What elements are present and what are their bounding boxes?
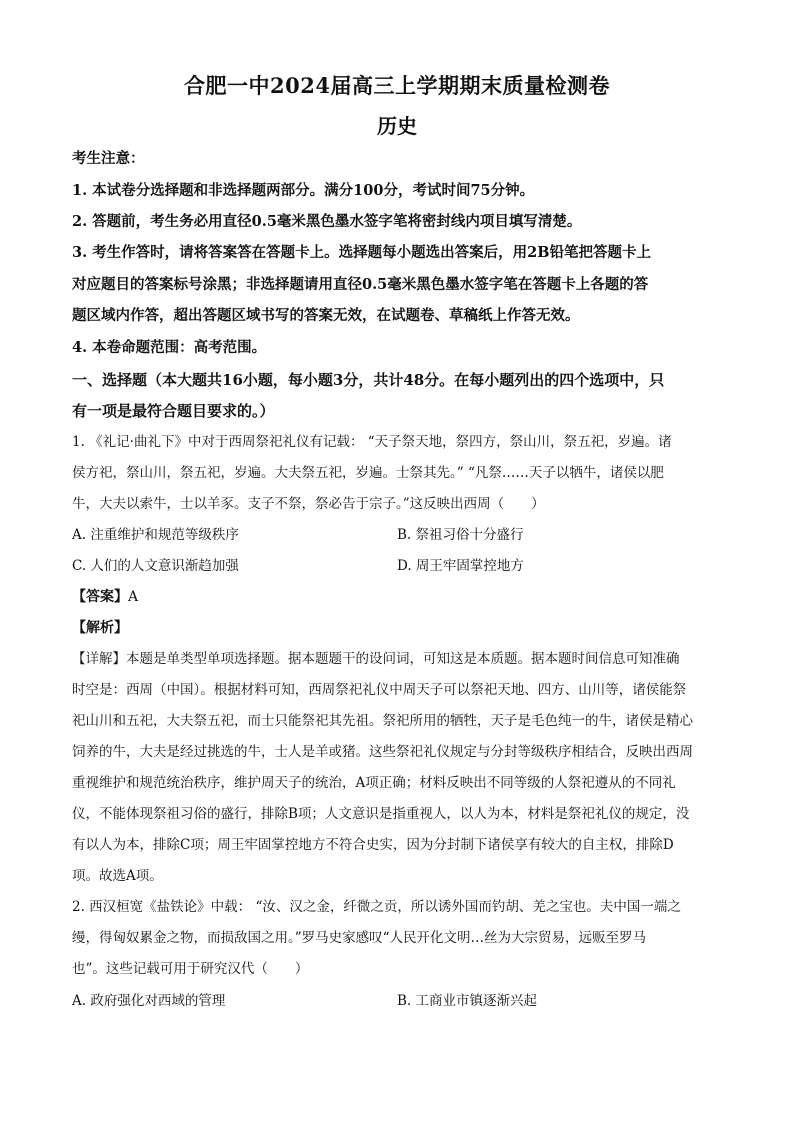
question-2-text: 也”。这些记载可用于研究汉代（ ） — [72, 961, 309, 977]
notice-line: 题区域内作答，超出答题区域书写的答案无效，在试题卷、草稿纸上作答无效。 — [72, 307, 580, 324]
analysis-text: 时空是：西周（中国）。根据材料可知，西周祭祀礼仪中周天子可以祭祀天地、四方、山川等，诸侯能祭 — [72, 682, 687, 698]
notice-line: 1. 本试卷分选择题和非选择题两部分。满分100分，考试时间75分钟。 — [72, 182, 535, 199]
analysis-text: 【详解】本题是单类型单项选择题。据本题题干的设问词，可知这是本质题。据本题时间信息可知准确 — [72, 651, 680, 667]
answer-line — [72, 588, 138, 606]
option-b: B. 工商业市镇逐渐兴起 — [397, 993, 538, 1009]
question-1-text: 1. 《礼记·曲礼下》中对于西周祭祀礼仪有记载： “天子祭天地，祭四方，祭山川，祭五祀，岁遍。诸 — [72, 434, 672, 450]
notice-heading: 考生注意： — [72, 150, 145, 167]
analysis-text: 项。故选A项。 — [72, 868, 163, 884]
question-1-text: 牛，大夫以索牛，士以羊豕。支子不祭，祭必告于宗子。”这反映出西周（ ） — [72, 496, 545, 512]
answer-value: A — [128, 589, 139, 605]
question-2-text: 缦，得匈奴累金之物，而损敌国之用。”罗马史家感叹“人民开化文明…丝为大宗贸易，远贩至罗马 — [72, 930, 647, 946]
analysis-text: 祀山川和五祀，大夫祭五祀，而士只能祭祀其先祖。祭祀所用的牺牲，天子是毛色纯一的牛，诸侯是精心 — [72, 713, 693, 729]
answer-tag: 【答案】 — [72, 589, 128, 605]
question-1-text: 侯方祀，祭山川，祭五祀，岁遍。大夫祭五祀，岁遍。士祭其先。” “凡祭……天子以牺牛，诸侯以肥 — [72, 465, 664, 481]
notice-line: 对应题目的答案标号涂黑；非选择题请用直径0.5毫米黑色墨水签字笔在答题卡上各题的答 — [72, 276, 649, 293]
option-b: B. 祭祖习俗十分盛行 — [397, 527, 524, 543]
analysis-text: 饲养的牛，大夫是经过挑选的牛，士人是羊或猪。这些祭祀礼仪规定与分封等级秩序相结合，反映出西周 — [72, 744, 693, 760]
section-heading: 有一项是最符合题目要求的。） — [72, 402, 275, 420]
notice-line: 2. 答题前，考生务必用直径0.5毫米黑色墨水签字笔将密封线内项目填写清楚。 — [72, 213, 582, 230]
notice-line: 3. 考生作答时，请将答案答在答题卡上。选择题每小题选出答案后，用2B铅笔把答题卡上 — [72, 244, 652, 261]
option-a: A. 注重维护和规范等级秩序 — [72, 527, 239, 543]
notice-line: 4. 本卷命题范围：高考范围。 — [72, 339, 267, 356]
subject-title: 历史 — [377, 114, 417, 138]
exam-title: 合肥一中2024届高三上学期期末质量检测卷 — [184, 73, 610, 98]
question-2-text: 2. 西汉桓宽《盐铁论》中载： “汝、汉之金，纤微之贡，所以诱外国而钓胡、羌之宝也。夫中国一端之 — [72, 899, 681, 915]
option-d: D. 周王牢固掌控地方 — [397, 558, 524, 574]
analysis-text: 仪，不能体现祭祖习俗的盛行，排除B项；人文意识是指重视人，以人为本，材料是祭祀礼仪的规定，没 — [72, 806, 690, 822]
section-heading: 一、选择题（本大题共16小题，每小题3分，共计48分。在每小题列出的四个选项中，只 — [72, 371, 665, 389]
analysis-text: 有以人为本，排除C项；周王牢固掌控地方不符合史实，因为分封制下诸侯享有较大的自主权，排除D — [72, 837, 674, 853]
analysis-text: 重视维护和规范统治秩序，维护周天子的统治，A项正确；材料反映出不同等级的人祭祀遵从的不同礼 — [72, 775, 676, 791]
option-a: A. 政府强化对西域的管理 — [72, 993, 226, 1009]
analysis-tag: 【解析】 — [72, 620, 128, 636]
option-c: C. 人们的人文意识渐趋加强 — [72, 558, 239, 574]
